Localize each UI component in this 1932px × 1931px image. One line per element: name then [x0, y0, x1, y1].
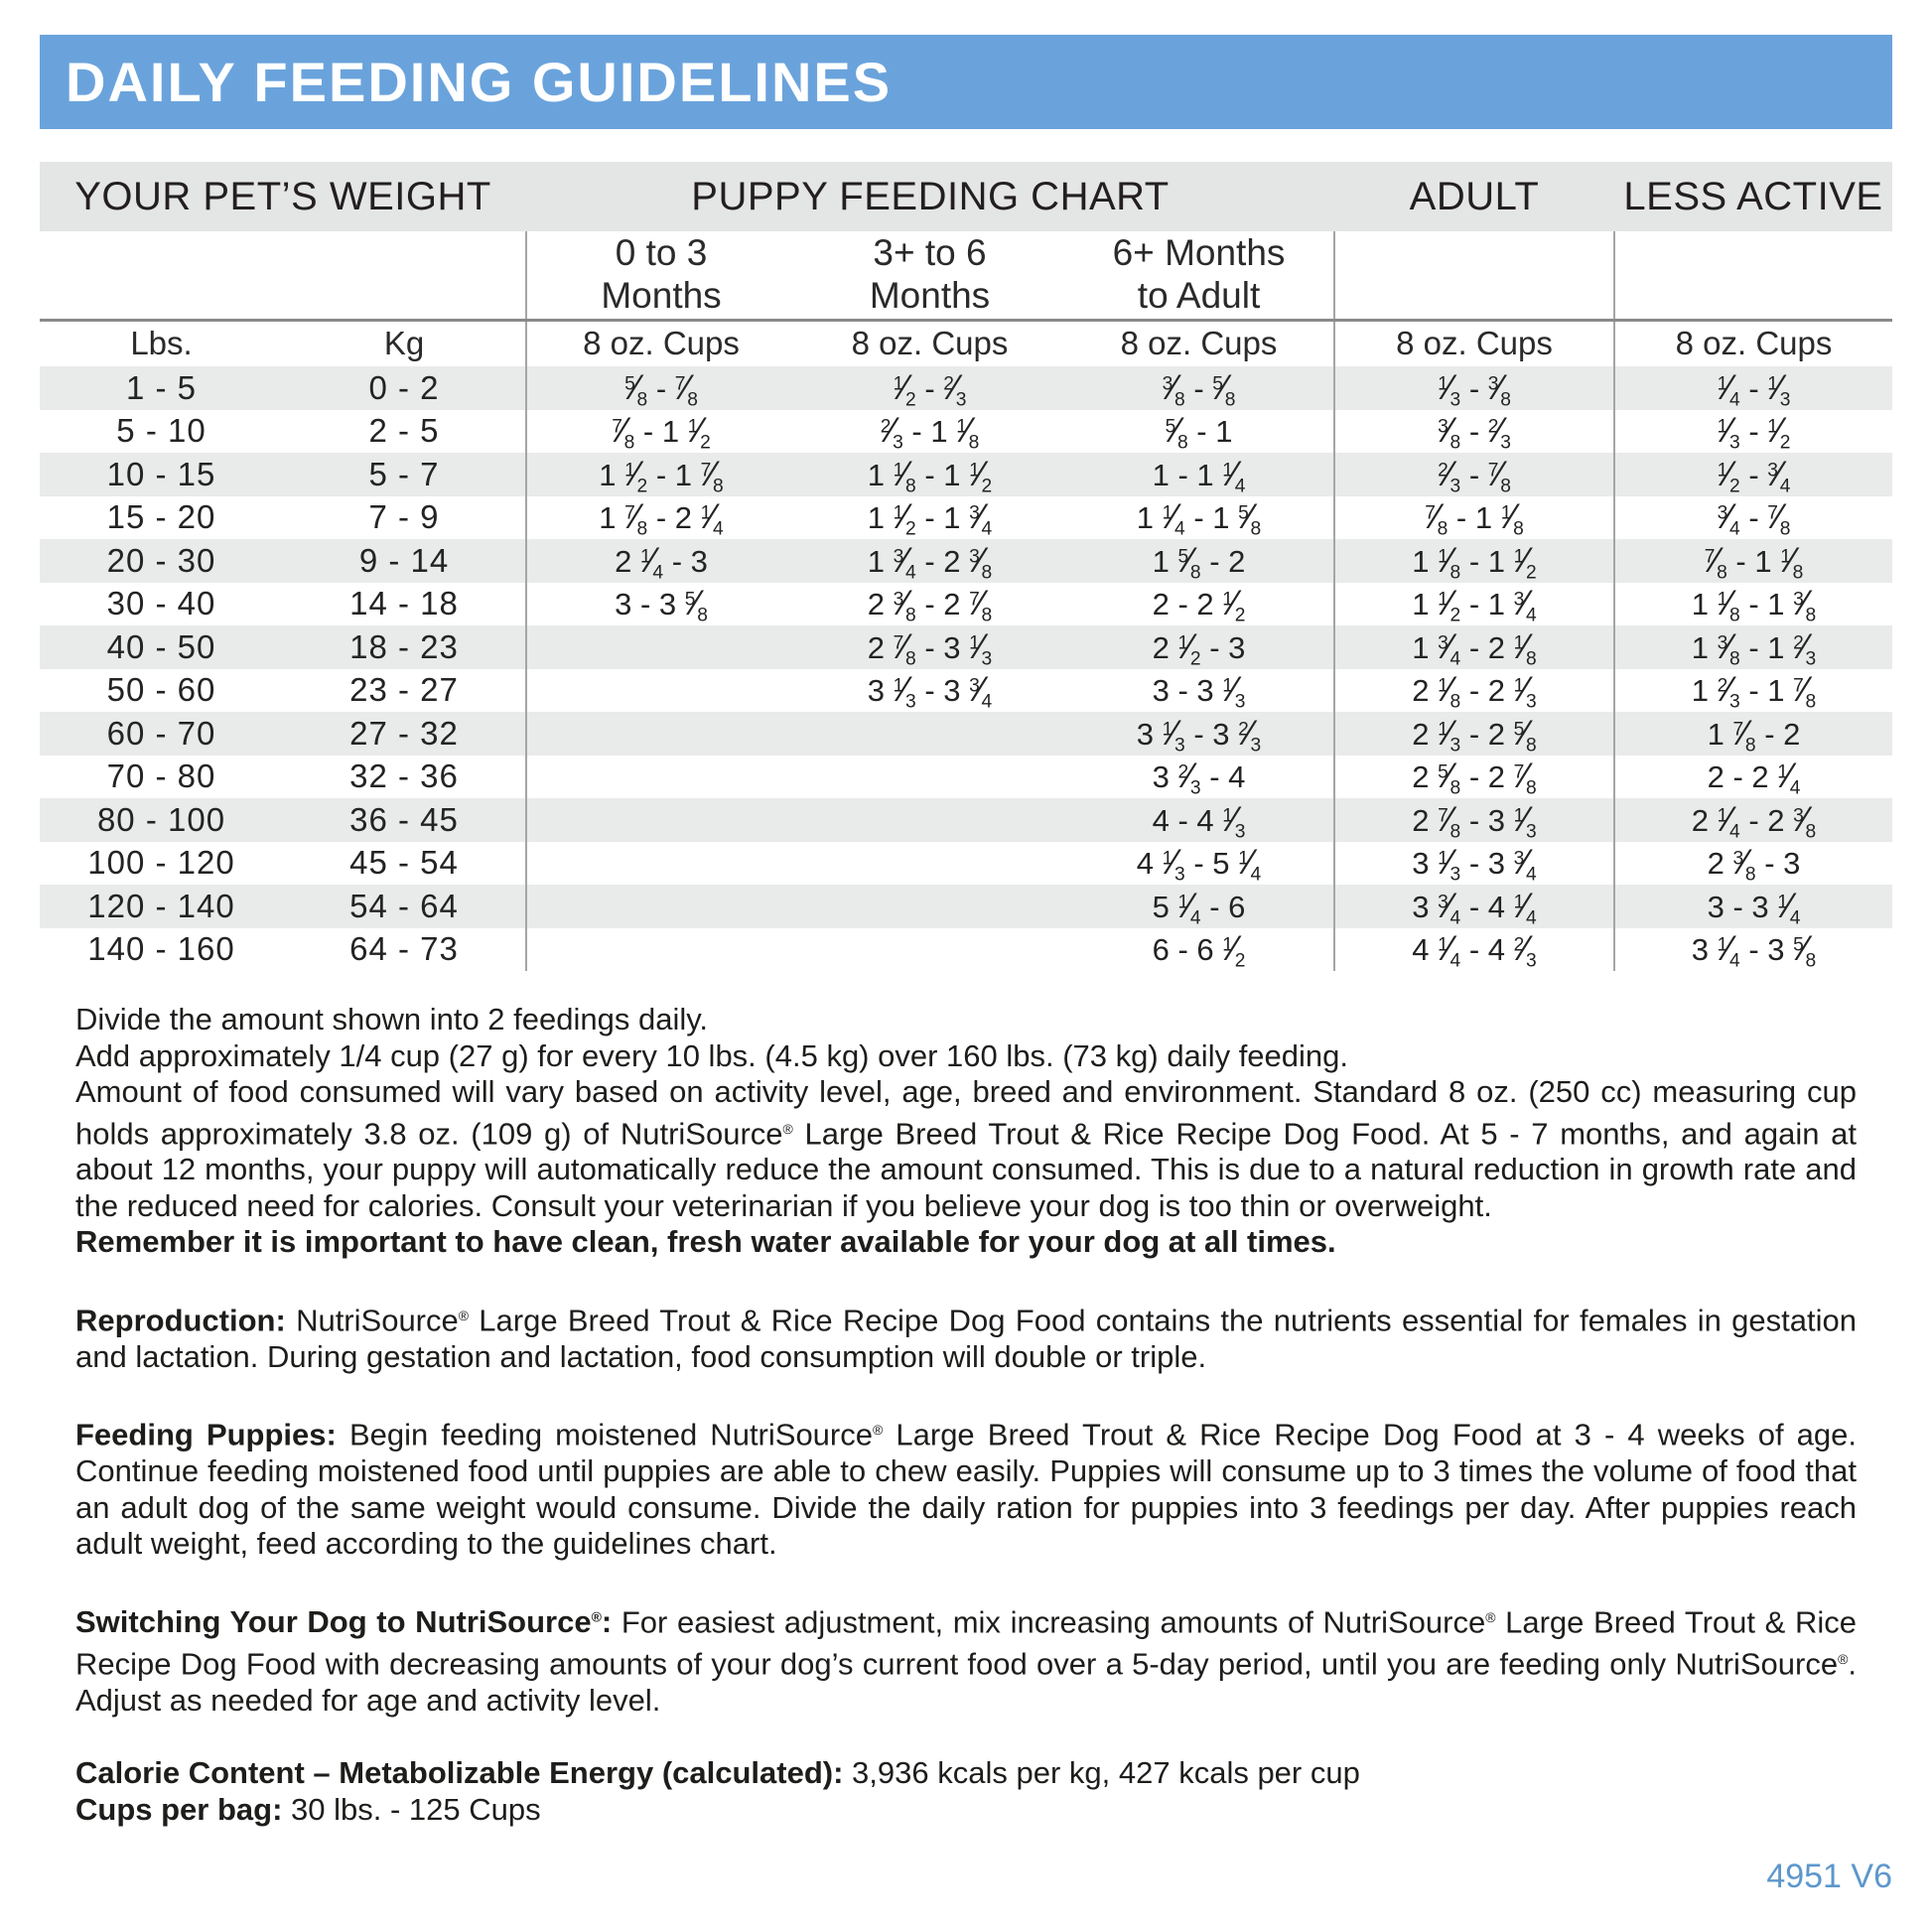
table-row — [40, 625, 1892, 669]
weight-kg-cell: 23 - 27 — [349, 671, 459, 709]
puppy-6-adult-cell: 2 1⁄2 - 3 — [1152, 625, 1246, 670]
puppy-subheader-2: 6+ Months to Adult — [1112, 231, 1286, 316]
adult-cell: 7⁄8 - 1 1⁄8 — [1334, 496, 1614, 540]
puppy-6-adult-cell: 1 5⁄8 - 2 — [1152, 539, 1246, 584]
puppy-3-6-cell: 1 1⁄2 - 1 3⁄4 — [867, 496, 993, 540]
weight-kg-cell: 45 - 54 — [349, 844, 459, 882]
puppy-0-3-cell — [526, 756, 795, 799]
less-active-cell: 3 - 3 1⁄4 — [1614, 885, 1892, 928]
puppy-3-6-cell — [795, 928, 1064, 972]
puppy-0-3-cell — [526, 885, 795, 928]
table-row — [40, 798, 1892, 842]
unit-header-6: 8 oz. Cups — [1614, 320, 1892, 366]
subheader-spacer — [40, 231, 526, 320]
note-paragraph-7: Calorie Content – Metabolizable Energy (calculated): 3,936 kcals per kg, 427 kcals per cup — [75, 1755, 1360, 1791]
note-paragraph-3: Remember it is important to have clean, fresh water available for your dog at all times. — [75, 1224, 1336, 1260]
adult-cell: 2 1⁄3 - 2 5⁄8 — [1334, 712, 1614, 756]
adult-cell: 1 3⁄4 - 2 1⁄8 — [1334, 625, 1614, 669]
group-header-3: LESS ACTIVE — [1614, 162, 1892, 231]
weight-kg-cell: 7 - 9 — [368, 498, 440, 536]
unit-header-2: 8 oz. Cups — [526, 320, 795, 366]
puppy-6-adult-cell: 6 - 6 1⁄2 — [1152, 928, 1246, 972]
puppy-0-3-cell — [526, 928, 795, 972]
weight-kg-cell: 0 - 2 — [368, 368, 440, 406]
puppy-6-adult-cell: 3 2⁄3 - 4 — [1152, 756, 1246, 799]
puppy-3-6-cell: 2⁄3 - 1 1⁄8 — [880, 410, 980, 454]
puppy-0-3-cell — [526, 669, 795, 713]
weight-kg-cell: 32 - 36 — [349, 758, 459, 795]
puppy-0-3-cell: 5⁄8 - 7⁄8 — [526, 366, 795, 410]
table-row — [40, 842, 1892, 886]
puppy-3-6-cell: 3 1⁄3 - 3 3⁄4 — [867, 669, 993, 713]
notes-section — [40, 1002, 1857, 1828]
page-title: DAILY FEEDING GUIDELINES — [66, 51, 893, 113]
weight-lbs-cell: 140 - 160 — [87, 930, 235, 968]
weight-kg-cell: 14 - 18 — [349, 585, 459, 622]
weight-lbs-cell: 50 - 60 — [106, 671, 216, 709]
unit-header-5: 8 oz. Cups — [1334, 320, 1614, 366]
weight-lbs-cell: 60 - 70 — [106, 714, 216, 752]
puppy-6-adult-cell: 3 1⁄3 - 3 2⁄3 — [1136, 712, 1262, 757]
table-row — [40, 366, 1892, 410]
weight-kg-cell: 9 - 14 — [358, 541, 450, 579]
puppy-6-adult-cell: 3 - 3 1⁄3 — [1152, 669, 1246, 713]
note-lead: Feeding Puppies: — [75, 1417, 337, 1452]
table-row — [40, 453, 1892, 496]
subheader-adult-spacer — [1334, 231, 1614, 320]
puppy-3-6-cell — [795, 756, 1064, 799]
puppy-0-3-cell: 1 1⁄2 - 1 7⁄8 — [526, 453, 795, 496]
puppy-0-3-cell — [526, 798, 795, 842]
weight-lbs-cell: 80 - 100 — [96, 800, 226, 838]
table-body — [40, 366, 1892, 971]
less-active-cell: 3 1⁄4 - 3 5⁄8 — [1614, 928, 1892, 972]
less-active-cell: 1 2⁄3 - 1 7⁄8 — [1614, 669, 1892, 713]
adult-cell: 1 1⁄2 - 1 3⁄4 — [1334, 583, 1614, 626]
puppy-0-3-cell: 7⁄8 - 1 1⁄2 — [526, 410, 795, 454]
puppy-3-6-cell: 1 3⁄4 - 2 3⁄8 — [867, 539, 993, 584]
note-paragraph-1: Add approximately 1/4 cup (27 g) for every 10 lbs. (4.5 kg) over 160 lbs. (73 kg) daily feeding. — [75, 1037, 1349, 1073]
table-row — [40, 410, 1892, 454]
adult-cell: 4 1⁄4 - 4 2⁄3 — [1334, 928, 1614, 972]
puppy-6-adult-cell: 5 1⁄4 - 6 — [1152, 885, 1246, 929]
weight-lbs-cell: 120 - 140 — [87, 887, 235, 924]
puppy-3-6-cell — [795, 842, 1064, 886]
puppy-0-3-cell: 2 1⁄4 - 3 — [526, 539, 795, 583]
weight-kg-cell: 2 - 5 — [368, 412, 440, 450]
puppy-6-adult-cell: 5⁄8 - 1 — [1165, 410, 1233, 454]
puppy-subheader-1: 3+ to 6 Months — [869, 231, 991, 316]
subheader-less-active-spacer — [1614, 231, 1892, 320]
weight-lbs-cell: 1 - 5 — [125, 368, 198, 406]
less-active-cell: 2 - 2 1⁄4 — [1614, 756, 1892, 799]
less-active-cell: 2 3⁄8 - 3 — [1614, 842, 1892, 886]
puppy-0-3-cell — [526, 625, 795, 669]
weight-kg-cell: 54 - 64 — [349, 887, 459, 924]
table-head — [40, 162, 1892, 366]
title-bar — [40, 35, 1892, 129]
adult-cell: 1⁄3 - 3⁄8 — [1334, 366, 1614, 410]
note-paragraph-0: Divide the amount shown into 2 feedings daily. — [75, 1002, 709, 1036]
puppy-6-adult-cell: 4 1⁄3 - 5 1⁄4 — [1136, 842, 1262, 886]
group-header-2: ADULT — [1334, 162, 1614, 231]
puppy-0-3-cell: 1 7⁄8 - 2 1⁄4 — [526, 496, 795, 540]
puppy-subheader-0: 0 to 3 Months — [526, 231, 795, 320]
puppy-6-adult-cell: 1 1⁄4 - 1 5⁄8 — [1136, 496, 1262, 540]
note-paragraph-4: Reproduction: NutriSource® Large Breed Trout & Rice Recipe Dog Food contains the nutrients essential for females in gestation and lactation. During gestation and lactation, food consumption will double or triple. — [75, 1303, 1857, 1374]
weight-lbs-cell: 100 - 120 — [87, 844, 235, 882]
daily-feeding-table — [40, 162, 1892, 971]
puppy-3-6-cell — [795, 712, 1064, 756]
puppy-0-3-cell — [526, 712, 795, 756]
less-active-cell: 3⁄4 - 7⁄8 — [1614, 496, 1892, 540]
adult-cell: 2 7⁄8 - 3 1⁄3 — [1334, 798, 1614, 842]
note-paragraph-8: Cups per bag: 30 lbs. - 125 Cups — [75, 1791, 541, 1827]
note-lead: Cups per bag: — [75, 1791, 283, 1827]
weight-lbs-cell: 5 - 10 — [116, 412, 207, 450]
adult-cell: 3⁄8 - 2⁄3 — [1334, 410, 1614, 454]
group-header-1: PUPPY FEEDING CHART — [526, 162, 1334, 231]
weight-lbs-cell: 10 - 15 — [106, 455, 216, 492]
less-active-cell: 1 1⁄8 - 1 3⁄8 — [1614, 583, 1892, 626]
weight-kg-cell: 27 - 32 — [349, 714, 459, 752]
less-active-cell: 1⁄3 - 1⁄2 — [1614, 410, 1892, 454]
puppy-6-adult-cell: 3⁄8 - 5⁄8 — [1162, 366, 1236, 411]
puppy-3-6-cell — [795, 798, 1064, 842]
unit-header-0: Lbs. — [40, 320, 283, 366]
puppy-0-3-cell — [526, 842, 795, 886]
adult-cell: 2 5⁄8 - 2 7⁄8 — [1334, 756, 1614, 799]
table-row — [40, 496, 1892, 540]
doc-code: 4951 V6 — [1766, 1858, 1892, 1896]
unit-header-1: Kg — [283, 320, 526, 366]
puppy-3-6-cell: 1⁄2 - 2⁄3 — [893, 366, 967, 411]
weight-kg-cell: 36 - 45 — [349, 800, 459, 838]
puppy-3-6-cell: 2 7⁄8 - 3 1⁄3 — [867, 625, 993, 670]
adult-cell: 1 1⁄8 - 1 1⁄2 — [1334, 539, 1614, 583]
less-active-cell: 1⁄2 - 3⁄4 — [1614, 453, 1892, 496]
adult-cell: 2 1⁄8 - 2 1⁄3 — [1334, 669, 1614, 713]
puppy-6-adult-cell: 1 - 1 1⁄4 — [1152, 453, 1246, 497]
table-row — [40, 669, 1892, 713]
puppy-6-adult-cell: 2 - 2 1⁄2 — [1152, 583, 1246, 626]
note-lead: Switching Your Dog to NutriSource®: — [75, 1604, 613, 1640]
puppy-3-6-cell: 2 3⁄8 - 2 7⁄8 — [867, 583, 993, 626]
group-header-0: YOUR PET’S WEIGHT — [40, 162, 526, 231]
puppy-6-adult-cell: 4 - 4 1⁄3 — [1152, 798, 1246, 843]
adult-cell: 3 1⁄3 - 3 3⁄4 — [1334, 842, 1614, 886]
less-active-cell: 1⁄4 - 1⁄3 — [1614, 366, 1892, 410]
weight-lbs-cell: 70 - 80 — [106, 758, 216, 795]
less-active-cell: 2 1⁄4 - 2 3⁄8 — [1614, 798, 1892, 842]
table-row — [40, 583, 1892, 626]
table-row — [40, 885, 1892, 928]
note-paragraph-6: Switching Your Dog to NutriSource®: For easiest adjustment, mix increasing amounts of NutriSource® Large Breed Trout & Rice Recipe Dog Food with decreasing amounts of your dog’s current food over a 5-day period, until you are feeding only NutriSource®. Adjust as needed for age and activity level. — [75, 1604, 1857, 1718]
weight-kg-cell: 18 - 23 — [349, 627, 459, 665]
puppy-3-6-cell: 1 1⁄8 - 1 1⁄2 — [867, 453, 993, 497]
puppy-0-3-cell: 3 - 3 5⁄8 — [526, 583, 795, 626]
less-active-cell: 1 3⁄8 - 1 2⁄3 — [1614, 625, 1892, 669]
note-paragraph-5: Feeding Puppies: Begin feeding moistened NutriSource® Large Breed Trout & Rice Recipe Dog Food at 3 - 4 weeks of age. Continue feeding moistened food until puppies are able to chew easily. Puppies will consume up to 3 times the volume of food that an adult dog of the same weight would consume. Divide the daily ration for puppies into 3 feedings per day. After puppies reach adult weight, feed according to the guidelines chart. — [75, 1417, 1857, 1562]
weight-lbs-cell: 40 - 50 — [106, 627, 216, 665]
weight-lbs-cell: 30 - 40 — [106, 585, 216, 622]
weight-lbs-cell: 15 - 20 — [106, 498, 216, 536]
note-lead: Reproduction: — [75, 1303, 286, 1338]
table-row — [40, 539, 1892, 583]
note-lead: Calorie Content – Metabolizable Energy (calculated): — [75, 1755, 844, 1791]
table-row — [40, 712, 1892, 756]
puppy-3-6-cell — [795, 885, 1064, 928]
weight-kg-cell: 64 - 73 — [349, 930, 459, 968]
adult-cell: 3 3⁄4 - 4 1⁄4 — [1334, 885, 1614, 928]
unit-header-4: 8 oz. Cups — [1064, 320, 1334, 366]
table-row — [40, 756, 1892, 799]
less-active-cell: 7⁄8 - 1 1⁄8 — [1614, 539, 1892, 583]
adult-cell: 2⁄3 - 7⁄8 — [1334, 453, 1614, 496]
table-row — [40, 928, 1892, 972]
weight-kg-cell: 5 - 7 — [368, 455, 440, 492]
less-active-cell: 1 7⁄8 - 2 — [1614, 712, 1892, 756]
weight-lbs-cell: 20 - 30 — [106, 541, 216, 579]
unit-header-3: 8 oz. Cups — [795, 320, 1064, 366]
note-paragraph-2: Amount of food consumed will vary based on activity level, age, breed and environment. Standard 8 oz. (250 cc) measuring cup holds approximately 3.8 oz. (109 g) of NutriSource® Large Breed Trout & Rice Recipe Dog Food. At 5 - 7 months, and again at about 12 months, your puppy will automatically reduce the amount consumed. This is due to a natural reduction in growth rate and the reduced need for calories. Consult your veterinarian if you believe your dog is too thin or overweight. — [75, 1074, 1857, 1223]
